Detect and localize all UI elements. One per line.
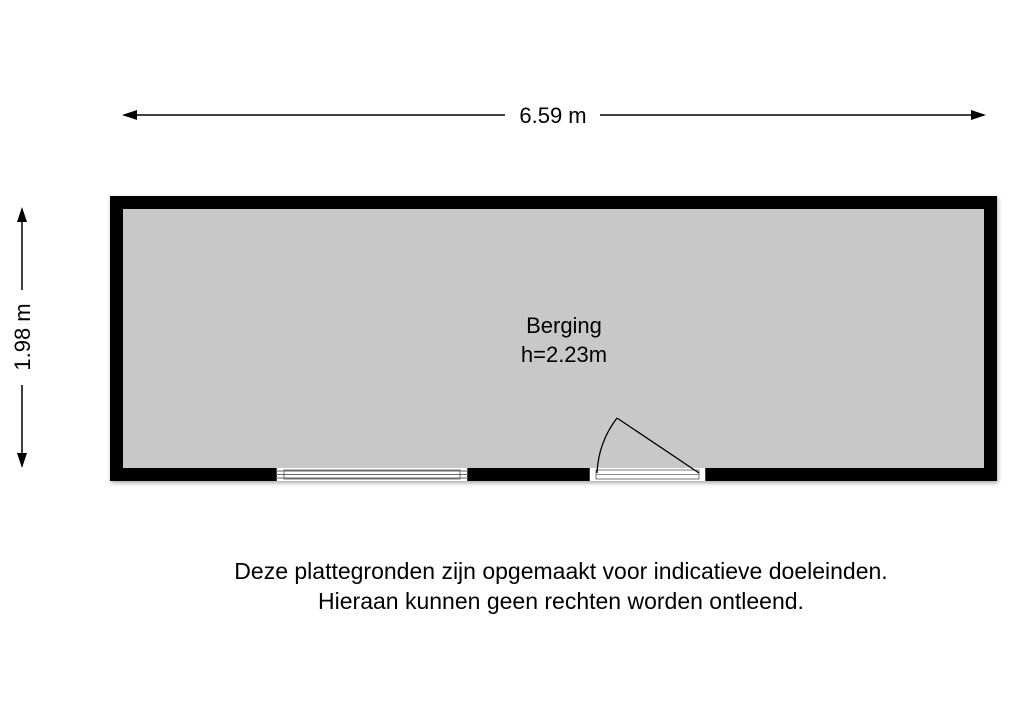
window bbox=[276, 468, 468, 481]
height-dimension bbox=[10, 207, 35, 468]
disclaimer bbox=[0, 556, 1018, 616]
disclaimer-line-2: Hieraan kunnen geen rechten worden ontleend. bbox=[318, 588, 804, 614]
room-floor bbox=[123, 209, 984, 468]
width-dimension bbox=[122, 103, 986, 128]
room-berging bbox=[110, 196, 997, 481]
up-arrow-icon bbox=[17, 207, 27, 222]
left-arrow-icon bbox=[122, 110, 137, 120]
down-arrow-icon bbox=[17, 453, 27, 468]
width-dimension-label: 6.59 m bbox=[519, 103, 587, 128]
disclaimer-line-1: Deze plattegronden zijn opgemaakt voor indicatieve doeleinden. bbox=[234, 558, 888, 584]
right-arrow-icon bbox=[971, 110, 986, 120]
height-dimension-label: 1.98 m bbox=[10, 303, 35, 371]
room-height: h=2.23m bbox=[520, 342, 608, 367]
room-name: Berging bbox=[526, 313, 602, 338]
